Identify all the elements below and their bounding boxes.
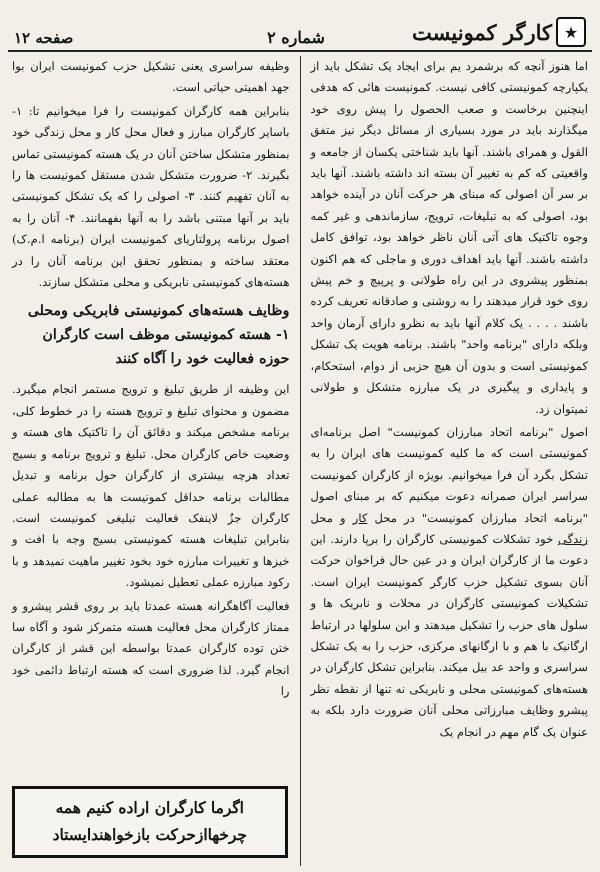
paragraph: وظیفه سراسری یعنی تشکیل حزب کمونیست ایران بوا جهد اهمیتی حیاتی است. — [12, 59, 290, 95]
column-divider — [300, 56, 301, 866]
article-columns — [8, 56, 592, 866]
paragraph — [311, 56, 589, 420]
underlined-word: کار — [352, 510, 368, 525]
right-column — [303, 56, 593, 866]
star-icon: ★ — [556, 17, 586, 47]
paper-title: کارگر کمونیست — [412, 19, 552, 45]
paragraph-text: و محل — [310, 510, 346, 525]
slogan-line: اگرما کارگران اراده کنیم همه — [55, 799, 244, 817]
paragraph-text: اصول "برنامه اتحاد مبارزان کمونیست" اصل برنامه‌ای کمونیستی است که ما کلیه کمونیست های ایران را به تشکل بگرد آن فرا میخوانیم. بویژه از کارگران کمونیست سراسر ایران صمرانه دعوت میکنیم که بر مبنای اصول "برنامه اتحاد مبارزان کمونیست" در محل — [310, 424, 589, 525]
issue-number: شماره ۲ — [267, 28, 325, 47]
ellipsis: . . . . — [527, 315, 558, 330]
slogan-box — [12, 786, 288, 858]
masthead — [8, 6, 592, 52]
paragraph-text: خود تشکلات کمونیستی کارگران را برپا دارند. این دعوت ما از کارگران ایران و در عین حال فراخوان حرکت آنان بسوی تشکیل حزب کارگر کمونیست ایران است. تشکیلات کمونیستی کارگران در محلات و نابریک ها و سلول های حزب را تشکیل میدهند و این سلولها در ارتباط ارگانیک با هم و با ارگانهای مرکزی، حزب را به یک تشکل سراسری و واحد عد بیل میکند. بنابراین تشکل کارگران در هسته‌های کمونیستی محلی و نابریکی نه تنها از نقطه نظر پیشرو وظایف مبارزاتی محلی آنان ضرورت دارد بلکه به عنوان یک گام مهم در انجام یک — [310, 531, 588, 739]
paragraph: بنابراین همه کارگران کمونیست را فرا میخوانیم تا: ۱- باسایر کارگران مبارز و فعال محل کار و محل زندگی خود بمنظور متشکل ساختن آنان در یک هسته کمونیستی تماس بگیرند. ۲- ضرورت متشکل شدن مستقل کمونیست ها را به آنان تفهیم کنند. ۳- اصولی را که یک تشکل کمونیستی باید بر آنها مبتنی باشد را به آنها بفهمانند. ۴- آنان را به اصول برنامه پرولتاریای کمونیست ایران (برنامه ا.م.ک) معتقد ساخته و بمنظور تحقق این برنامه آنان را در هسته‌های کمونیستی نابریکی و محلی متشکل سازند. — [12, 103, 290, 290]
paragraph: این وظیفه از طریق تبلیغ و ترویج مستمر انجام میگیرد. مضمون و محتوای تبلیغ و ترویج هسته را در خطوط کلی، برنامه مشخص میکند و دقائق آن را تاکتیک های هسته و وضعیت خاص کارگران محل. تبلیغ و ترویج برنامه و بسیج تعداد هرچه بیشتری از کارگران حول برنامه و تبدیل مطالبات برنامه حداقل کمونیست ها به مطالبه عملی کارگران جزٌ لاینفک فعالیت تبلیغی کمونیست است. بنابراین تبلیغات هسته کمونیستی بسیج وجه با افت و خیزها و تغییرات مبارزه خود بخود تغییر ماهیت نمیدهد و با رکود مبارزه عملی تعطیل نمیشود. — [12, 382, 290, 590]
paragraph-text: اما هنوز آنچه که برشمرد یم برای ایجاد یک تشکل باید از یکپارچه کمونیستی کافی نیست. کمونیست هائی که هدفی اینچنین برخاست و صعب الحصول را پیش روی خود میگذارند باید در مورد بسیاری از مسائل دیگر نیز متفق القول و همرای باشند. آنها باید شناختی یکسان از جامعه و واقعیتی که کم به تغییر آن بسته اند داشته باشند. آنها باید بر سر آن اصولی که مبنای هر حرکت آنان در آینده خواهد بود، اصولی که به تبلیغات، ترویج، سازماندهی و غیر کمه وجوه تاکتیک های آتی آنان ناظر خواهد بود، توافق کامل داشته باشند. آنها باید اهداف دوری و ماجلی که هم اکنون بمنظور پیشروی در این راه طولانی و پرپیچ و خم پیش روی خود قرار میدهند را به روشنی و صادقانه تعریف کرده باشند — [310, 59, 588, 330]
paragraph — [311, 422, 589, 743]
paragraph: فعالیت آگاهگرانه هسته عمدتا باید بر روی قشر پیشرو و ممتاز کارگران محل فعالیت هسته متمرکز شود و آگاه سا ختن توده کارگران عمدتا بواسطه این قشر از کارگران انجام گیرد. لذا ضروری است که هسته ارتباط دائمی خود را — [12, 598, 290, 699]
underlined-word: زندگی — [557, 531, 589, 546]
paper-logo — [411, 17, 586, 47]
paragraph-text: یک کلام آنها باید به نظرو دارای آرمان واحد وبلکه دارای "برنامه واحد" باشند. برنامه هویت یک تشکل کمونیستی است و بدون آن هیچ حزبی از دوام، استحکام، و پایداری و پیگیری در یک مبارزه متشکل و طولانی نمیتوان زد. — [310, 315, 588, 416]
page-number: صفحه ۱۲ — [14, 29, 74, 47]
left-column — [8, 56, 298, 866]
slogan-line: چرخهاازحرکت بازخواهندایستاد — [52, 826, 247, 844]
section-heading: وظایف هسته‌های کمونیستی فابریکی ومحلی ۱- هسته کمونیستی موظف است کارگران حوزه فعالیت خود را آگاه کنند — [27, 303, 290, 368]
